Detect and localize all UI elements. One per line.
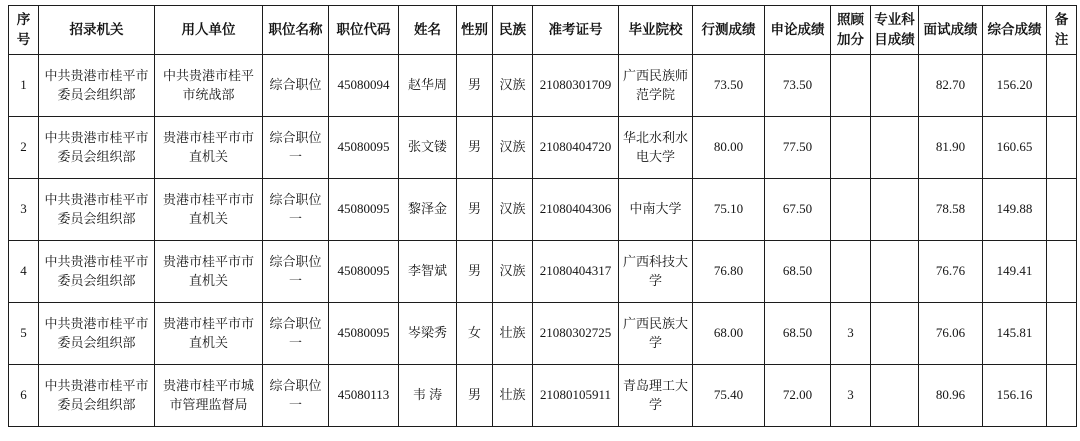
column-header-mianshi: 面试成绩 [919,6,983,55]
cell-zwdm: 45080113 [329,365,399,427]
cell-xuhao: 2 [9,117,39,179]
cell-beizhu [1047,117,1077,179]
cell-jigaun: 中共贵港市桂平市委员会组织部 [39,179,155,241]
cell-xingce: 75.10 [693,179,765,241]
cell-zwdm: 45080095 [329,303,399,365]
cell-zkzh: 21080105911 [533,365,619,427]
column-header-danwei: 用人单位 [155,6,263,55]
cell-jigaun: 中共贵港市桂平市委员会组织部 [39,55,155,117]
cell-zwmc: 综合职位一 [263,365,329,427]
cell-zwmc: 综合职位一 [263,179,329,241]
cell-zkzh: 21080302725 [533,303,619,365]
table-row [9,241,1077,303]
cell-zwdm: 45080094 [329,55,399,117]
cell-jigaun: 中共贵港市桂平市委员会组织部 [39,117,155,179]
cell-xingce: 68.00 [693,303,765,365]
cell-zwmc: 综合职位一 [263,117,329,179]
cell-zkzh: 21080404317 [533,241,619,303]
cell-zhuanye [871,303,919,365]
cell-zhuanye [871,55,919,117]
cell-yuanxiao: 广西科技大学 [619,241,693,303]
cell-zwmc: 综合职位一 [263,303,329,365]
cell-shenlun: 72.00 [765,365,831,427]
cell-yuanxiao: 中南大学 [619,179,693,241]
cell-minzu: 汉族 [493,241,533,303]
cell-zwdm: 45080095 [329,179,399,241]
cell-beizhu [1047,241,1077,303]
cell-xuhao: 5 [9,303,39,365]
cell-jigaun: 中共贵港市桂平市委员会组织部 [39,241,155,303]
cell-zhaogu [831,55,871,117]
cell-zhuanye [871,241,919,303]
cell-danwei: 贵港市桂平市市直机关 [155,303,263,365]
cell-mianshi: 76.76 [919,241,983,303]
cell-zhuanye [871,117,919,179]
cell-xuhao: 1 [9,55,39,117]
cell-yuanxiao: 华北水利水电大学 [619,117,693,179]
cell-zonghe: 156.20 [983,55,1047,117]
cell-zkzh: 21080404720 [533,117,619,179]
cell-mianshi: 82.70 [919,55,983,117]
cell-minzu: 壮族 [493,303,533,365]
cell-xingce: 76.80 [693,241,765,303]
cell-danwei: 贵港市桂平市城市管理监督局 [155,365,263,427]
column-header-zwdm: 职位代码 [329,6,399,55]
cell-zonghe: 160.65 [983,117,1047,179]
column-header-shenlun: 申论成绩 [765,6,831,55]
cell-xuhao: 4 [9,241,39,303]
cell-beizhu [1047,365,1077,427]
cell-mianshi: 76.06 [919,303,983,365]
header-row [9,6,1077,55]
cell-zhaogu: 3 [831,303,871,365]
cell-zonghe: 149.41 [983,241,1047,303]
column-header-zwmc: 职位名称 [263,6,329,55]
cell-xingming: 李智斌 [399,241,457,303]
column-header-minzu: 民族 [493,6,533,55]
column-header-zonghe: 综合成绩 [983,6,1047,55]
cell-shenlun: 67.50 [765,179,831,241]
cell-zkzh: 21080301709 [533,55,619,117]
cell-zonghe: 145.81 [983,303,1047,365]
table-header [9,6,1077,55]
cell-xuhao: 6 [9,365,39,427]
column-header-xingbie: 性别 [457,6,493,55]
cell-mianshi: 80.96 [919,365,983,427]
cell-xingbie: 女 [457,303,493,365]
column-header-zhuanye: 专业科目成绩 [871,6,919,55]
table-row [9,303,1077,365]
column-header-jigaun: 招录机关 [39,6,155,55]
cell-minzu: 汉族 [493,179,533,241]
cell-shenlun: 77.50 [765,117,831,179]
cell-jigaun: 中共贵港市桂平市委员会组织部 [39,365,155,427]
table-row [9,55,1077,117]
cell-xingbie: 男 [457,117,493,179]
cell-zhuanye [871,365,919,427]
column-header-zhaogu: 照顾加分 [831,6,871,55]
cell-beizhu [1047,179,1077,241]
column-header-yuanxiao: 毕业院校 [619,6,693,55]
cell-xuhao: 3 [9,179,39,241]
cell-xingbie: 男 [457,241,493,303]
cell-danwei: 贵港市桂平市市直机关 [155,179,263,241]
cell-xingce: 80.00 [693,117,765,179]
cell-xingming: 黎泽金 [399,179,457,241]
column-header-zkzh: 准考证号 [533,6,619,55]
cell-minzu: 壮族 [493,365,533,427]
column-header-xuhao: 序号 [9,6,39,55]
cell-zkzh: 21080404306 [533,179,619,241]
cell-yuanxiao: 广西民族大学 [619,303,693,365]
cell-zwdm: 45080095 [329,241,399,303]
cell-zwdm: 45080095 [329,117,399,179]
cell-zwmc: 综合职位 [263,55,329,117]
cell-mianshi: 81.90 [919,117,983,179]
cell-xingming: 岑梁秀 [399,303,457,365]
cell-minzu: 汉族 [493,117,533,179]
cell-zhaogu [831,241,871,303]
cell-zwmc: 综合职位一 [263,241,329,303]
cell-xingbie: 男 [457,55,493,117]
column-header-xingce: 行测成绩 [693,6,765,55]
column-header-beizhu: 备注 [1047,6,1077,55]
cell-yuanxiao: 广西民族师范学院 [619,55,693,117]
cell-zhaogu [831,179,871,241]
cell-jigaun: 中共贵港市桂平市委员会组织部 [39,303,155,365]
cell-xingming: 张文镂 [399,117,457,179]
table-row [9,365,1077,427]
cell-zhaogu: 3 [831,365,871,427]
cell-zonghe: 156.16 [983,365,1047,427]
cell-mianshi: 78.58 [919,179,983,241]
cell-danwei: 中共贵港市桂平市统战部 [155,55,263,117]
cell-beizhu [1047,303,1077,365]
cell-xingming: 韦 涛 [399,365,457,427]
cell-zhaogu [831,117,871,179]
cell-shenlun: 68.50 [765,303,831,365]
cell-zonghe: 149.88 [983,179,1047,241]
cell-xingbie: 男 [457,365,493,427]
cell-shenlun: 68.50 [765,241,831,303]
cell-shenlun: 73.50 [765,55,831,117]
cell-xingbie: 男 [457,179,493,241]
cell-xingce: 75.40 [693,365,765,427]
exam-score-table [8,5,1077,427]
cell-xingming: 赵华周 [399,55,457,117]
column-header-xingming: 姓名 [399,6,457,55]
cell-danwei: 贵港市桂平市市直机关 [155,241,263,303]
table-row [9,117,1077,179]
cell-xingce: 73.50 [693,55,765,117]
cell-minzu: 汉族 [493,55,533,117]
cell-zhuanye [871,179,919,241]
cell-danwei: 贵港市桂平市市直机关 [155,117,263,179]
table-row [9,179,1077,241]
cell-beizhu [1047,55,1077,117]
table-body [9,55,1077,427]
cell-yuanxiao: 青岛理工大学 [619,365,693,427]
